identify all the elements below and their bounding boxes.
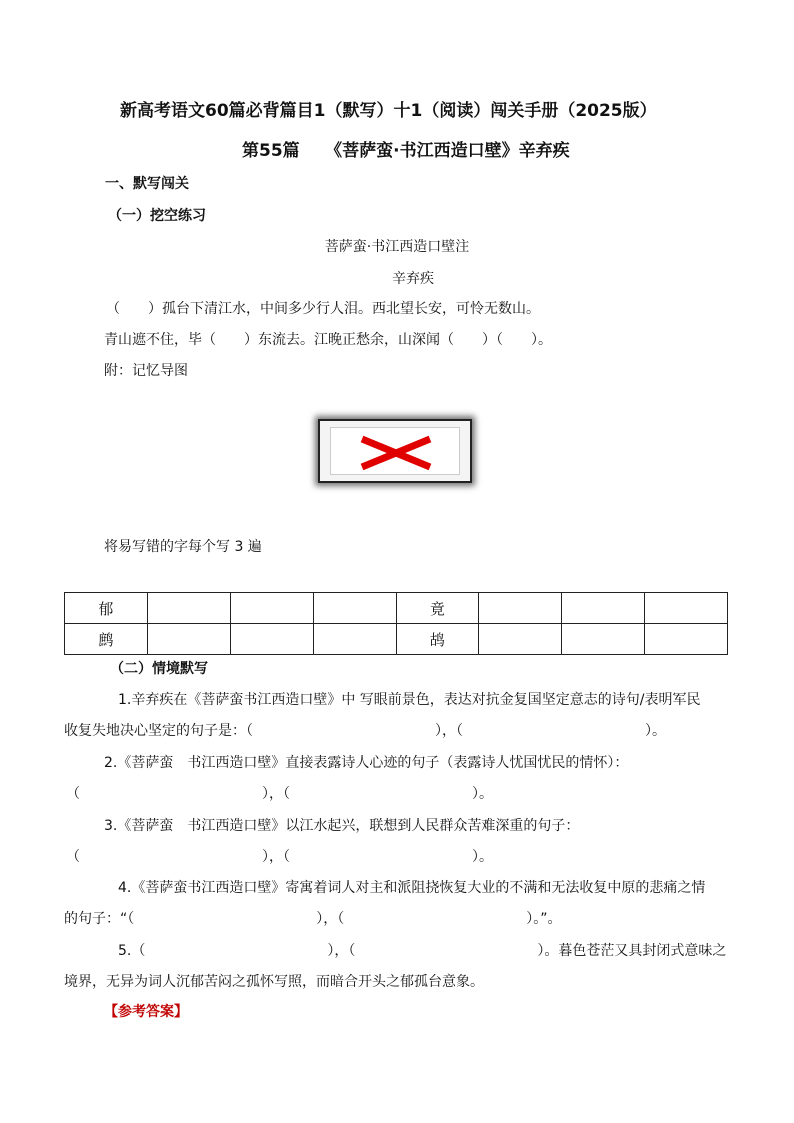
page-title: 新高考语文60篇必背篇目1（默写）十1（阅读）闯关手册（2025版） — [120, 101, 657, 121]
table-row — [65, 593, 728, 624]
grid-cell — [645, 593, 728, 624]
poem-line-1: （ ）孤台下清江水，中间多少行人泪。西北望长安，可怜无数山。 — [106, 301, 540, 317]
practice-grid — [64, 592, 728, 655]
grid-cell — [562, 593, 645, 624]
question-3-line-2: （ ），（ ）。 — [66, 849, 493, 865]
grid-cell — [479, 593, 562, 624]
grid-cell — [147, 593, 230, 624]
poem-line-2: 青山遮不住，毕（ ）东流去。江晚正愁余，山深闻（ ）（ ）。 — [104, 332, 552, 348]
grid-cell — [230, 593, 313, 624]
grid-cell: 竟 — [396, 593, 479, 624]
poem-author: 辛弃疾 — [392, 271, 434, 287]
table-row — [65, 624, 728, 655]
question-4-line-2: 的句子：“（ ），（ ）。”。 — [64, 911, 562, 927]
question-1-line-1: 1.辛弃疾在《菩萨蛮书江西造口壁》中 写眼前景色，表达对抗金复国坚定意志的诗句/表明军民 — [118, 692, 701, 708]
grid-cell: 鸪 — [396, 624, 479, 655]
question-5-line-1: 5.（ ），（ ）。暮色苍茫又具封闭式意味之 — [118, 943, 727, 959]
question-3-line-1: 3.《菩萨蛮 书江西造口壁》以江水起兴，联想到人民群众苦难深重的句子： — [104, 818, 580, 834]
red-cross-icon — [358, 435, 434, 471]
grid-cell — [230, 624, 313, 655]
page-subtitle: 第55篇 《菩萨蛮·书江西造口壁》辛弃疾 — [242, 141, 570, 161]
poem-title: 菩萨蛮·书江西造口壁注 — [324, 239, 470, 255]
question-4-line-1: 4.《菩萨蛮书江西造口壁》寄寓着词人对主和派阻挠恢复大业的不满和无法收复中原的悲痛之情 — [118, 880, 706, 896]
answer-key-label: 【参考答案】 — [104, 1004, 188, 1020]
appendix-label: 附：记忆导图 — [104, 363, 188, 379]
subsection-heading-fill-blank: （一）挖空练习 — [108, 208, 206, 224]
section-heading-1: 一、默写闯关 — [105, 176, 189, 192]
grid-cell: 鹧 — [65, 624, 148, 655]
grid-cell — [645, 624, 728, 655]
grid-cell — [313, 593, 396, 624]
subsection-heading-context: （二）情境默写 — [110, 661, 208, 677]
practice-label: 将易写错的字每个写 3 遍 — [104, 539, 262, 555]
question-1-line-2: 收复失地决心坚定的句子是：（ ），（ ）。 — [64, 723, 666, 739]
grid-cell — [562, 624, 645, 655]
grid-cell — [313, 624, 396, 655]
grid-cell: 郁 — [65, 593, 148, 624]
question-2-line-2: （ ），（ ）。 — [66, 786, 493, 802]
grid-cell — [147, 624, 230, 655]
grid-cell — [479, 624, 562, 655]
question-2-line-1: 2.《菩萨蛮 书江西造口壁》直接表露诗人心迹的句子（表露诗人忧国忧民的情怀）： — [104, 755, 629, 771]
question-5-line-2: 境界，无异为词人沉郁苦闷之孤怀写照，而暗合开头之郁孤台意象。 — [64, 974, 484, 990]
broken-image-placeholder — [318, 419, 472, 483]
